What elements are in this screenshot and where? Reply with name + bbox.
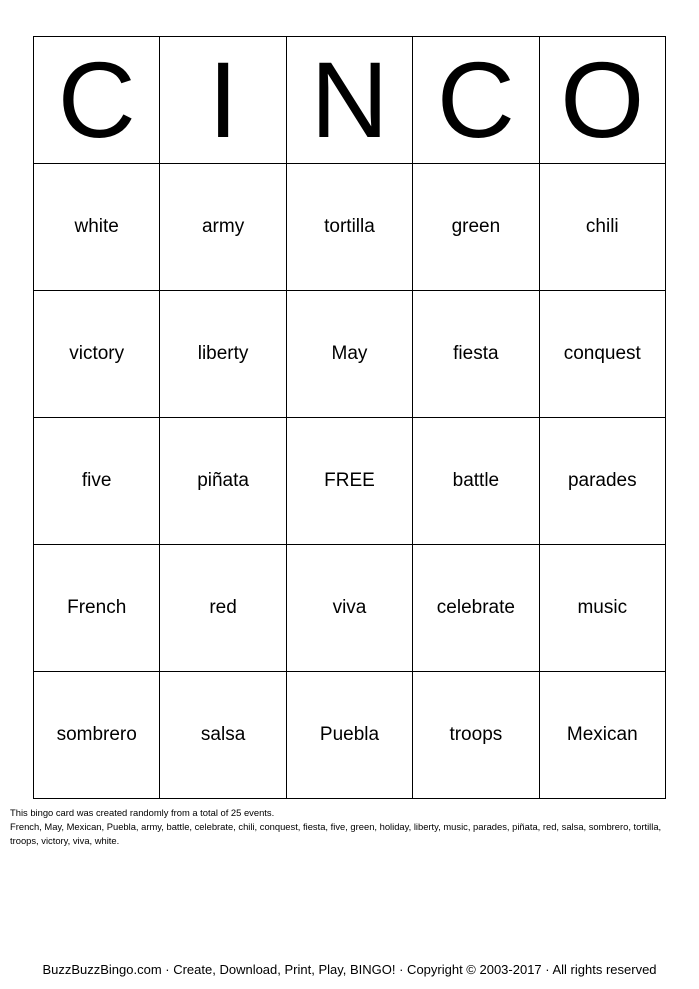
header-row [34,37,666,164]
bingo-cell: viva [286,545,412,672]
bingo-cell: chili [539,164,665,291]
bingo-cell: fiesta [413,291,539,418]
bingo-cell: battle [413,418,539,545]
note-word-list: French, May, Mexican, Puebla, army, battle, celebrate, chili, conquest, fiesta, five, green, holiday, liberty, music, parades, piñata, red, salsa, sombrero, tortilla, troops, victory, viva, white. [10,821,662,846]
header-letter: C [413,37,539,164]
footer-copyright: BuzzBuzzBingo.com · Create, Download, Print, Play, BINGO! · Copyright © 2003-2017 · All rights reserved [42,962,657,977]
bingo-cell: red [160,545,286,672]
bingo-cell: troops [413,672,539,799]
bingo-cell: army [160,164,286,291]
bingo-cell: liberty [160,291,286,418]
bingo-cell: conquest [539,291,665,418]
card-row [34,291,666,418]
bingo-cell: tortilla [286,164,412,291]
bingo-cell: victory [34,291,160,418]
header-letter: C [34,37,160,164]
bingo-cell: French [34,545,160,672]
note-summary: This bingo card was created randomly from a total of 25 events. [10,807,275,818]
card-row [34,545,666,672]
bingo-cell: sombrero [34,672,160,799]
bingo-cell: music [539,545,665,672]
bingo-cell: salsa [160,672,286,799]
bingo-cell: celebrate [413,545,539,672]
header-letter: N [286,37,412,164]
bingo-cell: parades [539,418,665,545]
card-info-note [10,806,680,848]
bingo-cell: Puebla [286,672,412,799]
free-space-cell: FREE [286,418,412,545]
bingo-cell: green [413,164,539,291]
bingo-card [33,36,666,799]
bingo-cell: five [34,418,160,545]
bingo-cell: piñata [160,418,286,545]
card-row [34,164,666,291]
header-letter: O [539,37,665,164]
bingo-cell: Mexican [539,672,665,799]
bingo-cell: white [34,164,160,291]
header-letter: I [160,37,286,164]
card-row [34,672,666,799]
bingo-cell: May [286,291,412,418]
card-row [34,418,666,545]
